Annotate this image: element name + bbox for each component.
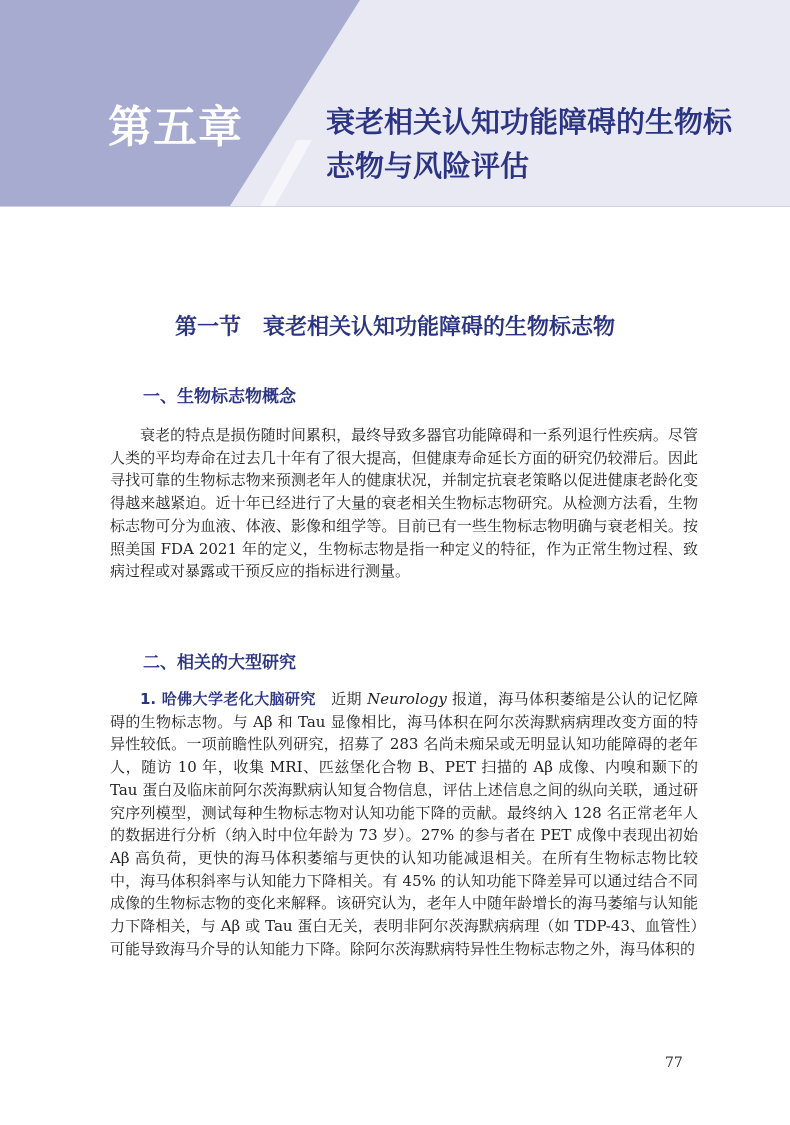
journal-name: Neurology (367, 690, 447, 708)
chapter-label: 第五章 (108, 102, 243, 153)
item-text-body: 报道，海马体积萎缩是公认的记忆障碍的生物标志物。与 Aβ 和 Tau 显像相比，海马体积在阿尔茨海默病病理改变方面的特异性较低。一项前瞻性队列研究，招募了 283 名尚未痴呆或无明显认知功能障碍的老年人，随访 10 年，收集 MRI、匹兹堡化合物 B、PET 扫描的 Aβ 成像、内嗅和颞下的 Tau 蛋白及临床前阿尔茨海默病认知复合物信息，评估上述信息之间的纵向关联，通过研究序列模型，测试每种生物标志物对认知功能下降的贡献。最终纳入 128 名正常老年人的数据进行分析（纳入时中位年龄为 73 岁）。27% 的参与者在 PET 成像中表现出初始 Aβ 高负荷，更快的海马体积萎缩与更快的认知功能减退相关。在所有生物标志物比较中，海马体积斜率与认知能力下降相关。有 45% 的认知功能下降差异可以通过结合不同成像的生物标志物的变化来解释。该研究认为，老年人中随年龄增长的海马萎缩与认知能力下降相关，与 Aβ 或 Tau 蛋白无关，表明非阿尔茨海默病病理（如 TDP-43、血管性）可能导致海马介导的认知能力下降。除阿尔茨海默病特异性生物标志物之外，海马体积的 (110, 690, 698, 958)
subsection-heading-large-studies: 二、相关的大型研究 (143, 653, 296, 673)
item-text-before-journal: 近期 (315, 690, 368, 708)
paragraph-biomarker-concept: 衰老的特点是损伤随时间累积，最终导致多器官功能障碍和一系列退行性疾病。尽管人类的平均寿命在过去几十年有了很大提高，但健康寿命延长方面的研究仍较滞后。因此寻找可靠的生物标志物来预测老年人的健康状况，并制定抗衰老策略以促进健康老龄化变得越来越紧迫。近十年已经进行了大量的衰老相关生物标志物研究。从检测方法看，生物标志物可分为血液、体液、影像和组学等。目前已有一些生物标志物明确与衰老相关。按照美国 FDA 2021 年的定义，生物标志物是指一种定义的特征，作为正常生物过程、致病过程或对暴露或干预反应的指标进行测量。 (110, 426, 698, 581)
page-number: 77 (665, 1055, 683, 1071)
item-heading-harvard-aging-brain: 1. 哈佛大学老化大脑研究 (140, 690, 316, 708)
section-title: 第一节 衰老相关认知功能障碍的生物标志物 (174, 315, 615, 340)
header-slash-stripe (260, 140, 312, 206)
paragraph-harvard-aging-brain-study (110, 688, 698, 960)
chapter-header-band (0, 0, 790, 207)
subsection-heading-biomarker-concept: 一、生物标志物概念 (143, 387, 296, 407)
chapter-title: 衰老相关认知功能障碍的生物标志物与风险评估 (326, 105, 733, 183)
